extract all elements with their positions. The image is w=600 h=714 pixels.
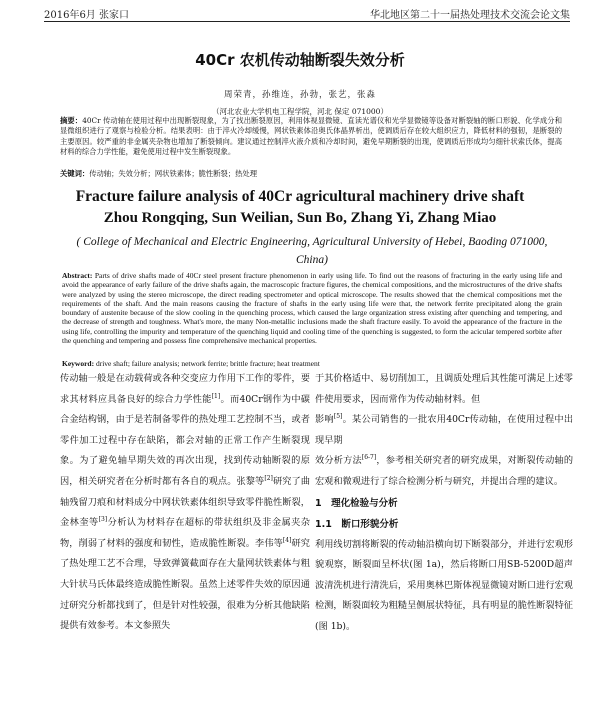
body-text: 影响: [315, 414, 334, 426]
cn-affiliation: （河北农业大学机电工程学院，河北 保定 071000）: [212, 107, 388, 116]
body-paragraph: [60, 369, 310, 637]
cn-keywords-label: 关键词：: [60, 169, 90, 178]
body-text: 。某公司销售的一批农用40Cr传动轴，在使用过程中出现早期: [315, 414, 574, 446]
en-title: Fracture failure analysis of 40Cr agricultural machinery drive shaft: [75, 188, 525, 205]
body-text: 。而40Cr钢作为中碳合金结构钢，由于是若制备零件的热处理工艺控制不当，或者零件加工过程中存在缺陷，都会对轴的正常工作产生断裂现象。为了避免轴早期失效的再次出现，找到传动轴断裂的原因，相关研究者在分析时都有各自的观点。张黎等: [60, 393, 310, 487]
running-header-left: 2016年6月 张家口: [44, 10, 129, 21]
body-text: 利用线切割将断裂的传动轴沿横向切下断裂部分，并进行宏观形貌观察，断裂面呈杯状(图 1a)，然后将断口用SB-5200D超声波清洗机进行清洗后，采用奥林巴斯体视显微镜对断口进行宏观检测，断裂面较为粗糙呈侧展状特征，具有明显的脆性断裂特征(图 1b)。: [315, 538, 573, 632]
en-abstract-label: Abstract:: [62, 271, 93, 280]
section-heading: 1 理化检验与分析: [315, 497, 398, 509]
subsection-heading: 1.1 断口形貌分析: [315, 518, 399, 530]
citation: [4]: [282, 536, 292, 544]
cn-title: 40Cr 农机传动轴断裂失效分析: [195, 51, 405, 69]
cn-keywords: [60, 169, 562, 179]
body-text: 研究了曲轴残留刀痕和材料成分中网状铁素体组织导致零件脆性断裂，金林奎等: [60, 475, 311, 529]
body-left-column: [60, 369, 310, 637]
cn-keywords-text: 传动轴；失效分析；网状铁素体；脆性断裂；热处理: [89, 169, 258, 178]
en-abstract-text: Parts of drive shafts made of 40Cr steel present fracture phenomenon in early using life. To find out the reasons of fracturing in the early using life and avoid the appearance of early failure of the drive shafts again, the macroscopic fracture figures, the chemical compositions, and the microstructures of the drive shafts were analyzed by using the stereo microscope, the direct reading spectrometer and optical microscope. The results showed that the chemical compositions met the requirements of the shaft. And the main reasons causing the fracture of shafts in the early using life were that, the network ferrite precipitated along the grain boundary of austenite because of the slow cooling in the quenching process, which caused the large organization stress existing after quenching and tempering, and the decrease of strength and toughness. What's more, the many Non-metallic inclusions made the shaft fracture easily. To avoid the appearance of the fracture in the using life, controlling the impurity and temperature of the quenching liquid and cooling time of the quenching is suggested, to form the acicular tempered sorbite after the quenching and tempering and possess fine comprehensive mechanical properties.: [62, 271, 562, 346]
citation: [5]: [333, 413, 343, 421]
body-paragraph: [315, 451, 573, 492]
en-abstract: [62, 271, 562, 345]
body-paragraph: [315, 410, 573, 451]
cn-abstract: [60, 116, 562, 158]
citation: [3]: [98, 516, 108, 524]
running-header: [44, 6, 570, 20]
en-affiliation: ( College of Mechanical and Electric Engineering, Agricultural University of Hebei, Baoding 071000, China): [76, 236, 548, 266]
header-rule: [44, 21, 570, 22]
cn-abstract-label: 摘要：: [60, 116, 83, 125]
cn-abstract-text: 40Cr 传动轴在使用过程中出现断裂现象，为了找出断裂原因，利用体视显微镜、直读光谱仪和光学显微镜等设备对断裂轴的断口形貌、化学成分和显微组织进行了观察与检验分析。结果表明：由于淬火冷却缓慢，网状铁素体沿奥氏体晶界析出，使调质后存在较大组织应力，降低材料的强韧，是断裂的主要原因。较严重的非金属夹杂物也增加了断裂倾向。建议通过控制淬火液介质和冷却时间，避免早期断裂的出现，使调质后形成均匀细针状索氏体，提高材料的综合力学性能，避免使用过程中发生断裂现象。: [60, 116, 563, 157]
body-text: 研究了热处理工艺不合理，导致弹簧截面存在大量网状铁素体与粗大针状马氏体最终造成脆性断裂。虽然上述零件失效的原因通过研究分析都找到了，但是针对性较强，很难为分析其他缺陷提供有效参考。本文参照失: [60, 537, 310, 632]
citation: [2]: [264, 474, 273, 482]
body-paragraph: [315, 369, 573, 410]
body-right-column: [315, 369, 573, 638]
body-text: 于其价格适中、易切削加工，且调质处理后其性能可满足上述零件使用要求，因而常作为传动轴材料。但: [315, 373, 573, 405]
body-text: 分析认为材料存在超标的带状组织及非金属夹杂物，削弱了材料的强度和韧性，造成脆性断裂。李伟等: [60, 517, 310, 549]
citation: [6-7]: [361, 454, 377, 462]
cn-authors: 周荣青，孙维连，孙勃，张艺，张淼: [223, 90, 376, 100]
body-paragraph: [315, 535, 573, 638]
en-keywords-label: Keyword:: [62, 359, 95, 368]
body-text: 传动轴一般是在动载荷或各种交变应力作用下工作的零件，要求其材料应具备良好的综合力学性能: [60, 373, 310, 405]
en-keywords: [62, 359, 562, 368]
body-text: 效分析方法: [315, 455, 362, 467]
running-header-right: 华北地区第二十一届热处理技术交流会论文集: [370, 10, 570, 21]
citation: [1]: [211, 392, 221, 400]
en-authors: Zhou Rongqing, Sun Weilian, Sun Bo, Zhang Yi, Zhang Miao: [103, 210, 497, 226]
body-text: ，参考相关研究者的研究成果，对断裂传动轴的宏观和微观进行了综合检测分析与研究，并提出合理的建议。: [315, 455, 574, 487]
en-keywords-text: drive shaft; failure analysis; network ferrite; brittle fracture; heat treatment: [95, 359, 320, 368]
